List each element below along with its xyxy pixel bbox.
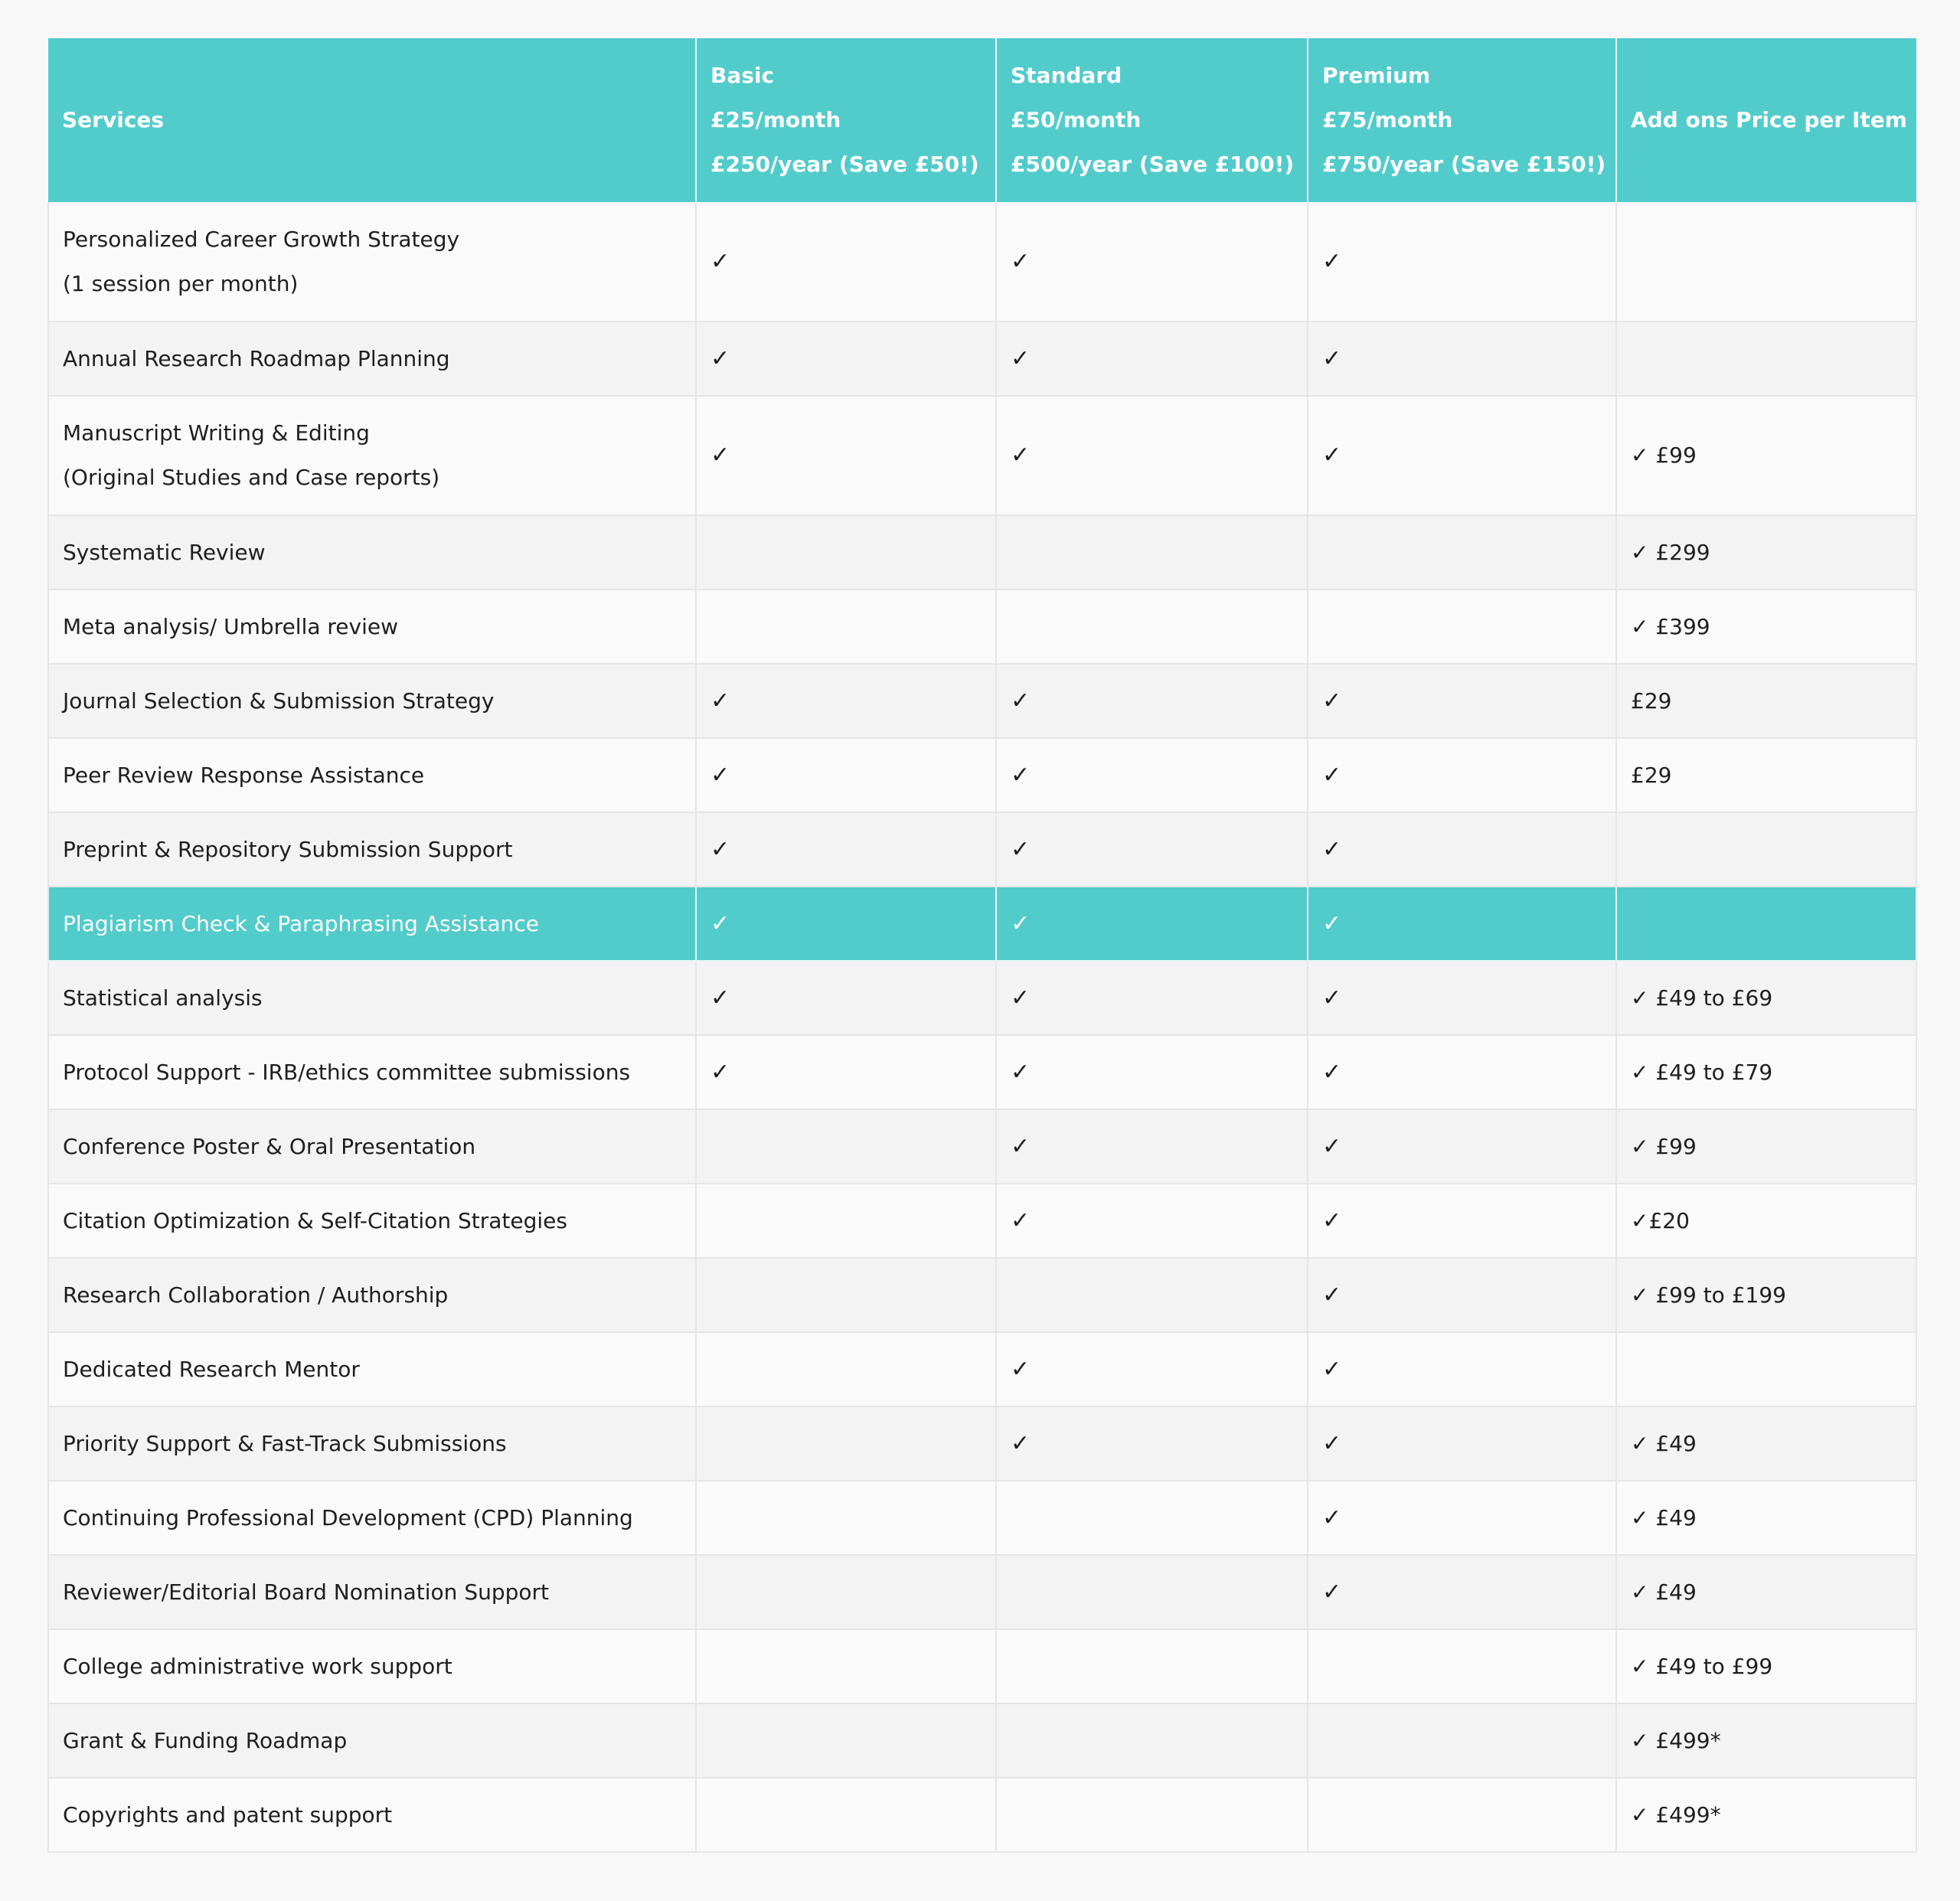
addon-price: ✓ £99 (1631, 443, 1697, 468)
addons-header-line: Add ons Price per Item (1631, 107, 1907, 132)
basic-cell (696, 396, 996, 515)
service-name: Conference Poster & Oral Presentation (63, 1133, 476, 1159)
service-name-cell (48, 1109, 696, 1184)
addon-price: ✓ £49 to £79 (1631, 1059, 1773, 1085)
check-mark-icon: ✓ (1322, 345, 1342, 372)
table-row (48, 590, 1916, 664)
service-name: College administrative work support (63, 1653, 452, 1679)
table-row (48, 1778, 1916, 1852)
addon-price: ✓ £99 to £199 (1631, 1282, 1786, 1308)
pricing-comparison-table (47, 38, 1917, 1853)
premium-cell (1308, 396, 1616, 515)
standard-plan-header-line: £500/year (Save £100!) (1011, 152, 1295, 177)
service-name: Personalized Career Growth Strategy (63, 226, 460, 252)
addon-price-cell (1616, 1703, 1916, 1778)
standard-cell (996, 1629, 1308, 1703)
basic-cell (696, 322, 996, 396)
check-mark-icon: ✓ (1322, 1281, 1342, 1308)
basic-plan-header-line: £250/year (Save £50!) (710, 152, 979, 177)
addon-price-cell (1616, 664, 1916, 738)
table-row (48, 1035, 1916, 1109)
service-name: Plagiarism Check & Paraphrasing Assistance (63, 910, 539, 936)
check-mark-icon: ✓ (1322, 835, 1342, 863)
premium-cell (1308, 202, 1616, 322)
check-mark-icon: ✓ (1322, 1207, 1342, 1234)
service-name-cell (48, 202, 696, 322)
table-row (48, 664, 1916, 738)
addon-price-cell (1616, 1184, 1916, 1258)
check-mark-icon: ✓ (1322, 1132, 1342, 1160)
basic-cell (696, 738, 996, 812)
service-name-cell (48, 1406, 696, 1481)
premium-plan-header-line: Premium (1322, 63, 1431, 88)
service-name-cell (48, 1258, 696, 1332)
service-name: Protocol Support - IRB/ethics committee submissions (63, 1059, 631, 1085)
check-mark-icon: ✓ (710, 910, 730, 937)
check-mark-icon: ✓ (1011, 984, 1031, 1011)
table-header (48, 38, 1916, 202)
check-mark-icon: ✓ (1322, 1578, 1342, 1605)
standard-cell (996, 1258, 1308, 1332)
basic-cell (696, 1778, 996, 1852)
standard-cell (996, 322, 1308, 396)
check-mark-icon: ✓ (710, 761, 730, 789)
table-row (48, 1555, 1916, 1629)
premium-cell (1308, 1481, 1616, 1555)
service-name: Priority Support & Fast-Track Submissions (63, 1430, 507, 1456)
addon-price-cell (1616, 1332, 1916, 1406)
table-row (48, 1184, 1916, 1258)
standard-cell (996, 396, 1308, 515)
basic-cell (696, 1184, 996, 1258)
addon-price-cell (1616, 1258, 1916, 1332)
standard-cell (996, 1481, 1308, 1555)
service-name: Statistical analysis (63, 985, 263, 1011)
check-mark-icon: ✓ (1011, 247, 1031, 275)
addons-header (1616, 38, 1916, 202)
basic-cell (696, 812, 996, 887)
check-mark-icon: ✓ (710, 345, 730, 372)
addon-price-cell (1616, 202, 1916, 322)
service-name: Grant & Funding Roadmap (63, 1727, 348, 1753)
service-name-cell (48, 590, 696, 664)
table-row (48, 202, 1916, 322)
check-mark-icon: ✓ (1011, 910, 1031, 937)
pricing-table-container (47, 38, 1916, 1853)
addon-price: ✓ £49 (1631, 1579, 1697, 1605)
premium-plan-header-line: £750/year (Save £150!) (1322, 152, 1606, 177)
table-row (48, 515, 1916, 590)
header-row (48, 38, 1916, 202)
check-mark-icon: ✓ (1011, 835, 1031, 863)
premium-cell (1308, 1778, 1616, 1852)
addon-price-cell (1616, 590, 1916, 664)
basic-plan-header-line: £25/month (710, 107, 841, 132)
addon-price: ✓ £49 (1631, 1504, 1697, 1530)
basic-cell (696, 590, 996, 664)
basic-cell (696, 887, 996, 961)
table-row (48, 1332, 1916, 1406)
check-mark-icon: ✓ (1322, 1504, 1342, 1531)
check-mark-icon: ✓ (710, 835, 730, 863)
basic-cell (696, 515, 996, 590)
service-name-cell (48, 1184, 696, 1258)
check-mark-icon: ✓ (1011, 687, 1031, 714)
check-mark-icon: ✓ (1322, 761, 1342, 789)
standard-cell (996, 515, 1308, 590)
check-mark-icon: ✓ (1322, 687, 1342, 714)
standard-cell (996, 1035, 1308, 1109)
addon-price: ✓ £499* (1631, 1727, 1721, 1753)
check-mark-icon: ✓ (1011, 1058, 1031, 1086)
addon-price: ✓ £299 (1631, 539, 1710, 565)
service-name: Systematic Review (63, 539, 266, 565)
check-mark-icon: ✓ (1011, 1429, 1031, 1457)
check-mark-icon: ✓ (710, 247, 730, 275)
check-mark-icon: ✓ (1011, 1207, 1031, 1234)
premium-cell (1308, 1332, 1616, 1406)
check-mark-icon: ✓ (1322, 1355, 1342, 1383)
check-mark-icon: ✓ (1011, 761, 1031, 789)
standard-cell (996, 1109, 1308, 1184)
basic-cell (696, 961, 996, 1035)
service-name-cell (48, 1778, 696, 1852)
standard-plan-header-line: £50/month (1011, 107, 1142, 132)
addon-price: £29 (1631, 688, 1672, 714)
service-name: Annual Research Roadmap Planning (63, 345, 450, 371)
premium-plan-header-line: £75/month (1322, 107, 1453, 132)
service-name: Preprint & Repository Submission Support (63, 836, 513, 862)
basic-cell (696, 1406, 996, 1481)
service-name-cell (48, 515, 696, 590)
basic-cell (696, 1332, 996, 1406)
addon-price-cell (1616, 515, 1916, 590)
addon-price: ✓ £49 to £99 (1631, 1653, 1773, 1679)
premium-cell (1308, 961, 1616, 1035)
service-name: Reviewer/Editorial Board Nomination Support (63, 1579, 550, 1605)
premium-cell (1308, 1406, 1616, 1481)
addon-price: ✓ £49 to £69 (1631, 985, 1773, 1011)
premium-cell (1308, 664, 1616, 738)
premium-cell (1308, 322, 1616, 396)
table-row (48, 1406, 1916, 1481)
service-name-cell (48, 738, 696, 812)
standard-cell (996, 887, 1308, 961)
standard-cell (996, 1332, 1308, 1406)
addon-price-cell (1616, 396, 1916, 515)
service-name: Peer Review Response Assistance (63, 762, 425, 788)
service-name-cell (48, 664, 696, 738)
check-mark-icon: ✓ (710, 1058, 730, 1086)
service-name-cell (48, 1332, 696, 1406)
addon-price-cell (1616, 812, 1916, 887)
check-mark-icon: ✓ (710, 984, 730, 1011)
premium-cell (1308, 1555, 1616, 1629)
basic-cell (696, 1258, 996, 1332)
service-name: (Original Studies and Case reports) (63, 465, 440, 490)
addon-price: ✓ £499* (1631, 1801, 1721, 1828)
check-mark-icon: ✓ (1322, 247, 1342, 275)
addon-price-cell (1616, 961, 1916, 1035)
standard-plan-header-line: Standard (1011, 63, 1122, 88)
standard-cell (996, 202, 1308, 322)
check-mark-icon: ✓ (1011, 1132, 1031, 1160)
standard-cell (996, 738, 1308, 812)
service-name: Manuscript Writing & Editing (63, 420, 370, 446)
table-row (48, 1258, 1916, 1332)
service-name-cell (48, 1481, 696, 1555)
premium-cell (1308, 590, 1616, 664)
addon-price: ✓ £399 (1631, 613, 1710, 639)
basic-cell (696, 1109, 996, 1184)
addon-price-cell (1616, 1035, 1916, 1109)
table-row (48, 961, 1916, 1035)
service-name: Journal Selection & Submission Strategy (63, 688, 495, 714)
table-row (48, 1629, 1916, 1703)
check-mark-icon: ✓ (1322, 1058, 1342, 1086)
standard-cell (996, 1555, 1308, 1629)
basic-cell (696, 1703, 996, 1778)
check-mark-icon: ✓ (1322, 1429, 1342, 1457)
services-header-line: Services (62, 107, 165, 132)
table-row (48, 1481, 1916, 1555)
service-name-cell (48, 887, 696, 961)
service-name-cell (48, 396, 696, 515)
addon-price: ✓ £49 (1631, 1430, 1697, 1456)
service-name: Meta analysis/ Umbrella review (63, 613, 399, 639)
service-name: Citation Optimization & Self-Citation Strategies (63, 1207, 567, 1233)
service-name-cell (48, 812, 696, 887)
addon-price: ✓ £99 (1631, 1133, 1697, 1159)
table-row (48, 1703, 1916, 1778)
premium-cell (1308, 1109, 1616, 1184)
service-name: Copyrights and patent support (63, 1801, 393, 1828)
service-name-cell (48, 961, 696, 1035)
basic-cell (696, 1629, 996, 1703)
service-name: Continuing Professional Development (CPD) Planning (63, 1504, 633, 1530)
check-mark-icon: ✓ (1011, 442, 1031, 469)
service-name-cell (48, 1703, 696, 1778)
standard-cell (996, 1778, 1308, 1852)
premium-plan-header (1308, 38, 1616, 202)
table-row (48, 887, 1916, 961)
table-row (48, 812, 1916, 887)
addon-price-cell (1616, 1481, 1916, 1555)
check-mark-icon: ✓ (1322, 442, 1342, 469)
basic-cell (696, 1481, 996, 1555)
addon-price-cell (1616, 1778, 1916, 1852)
standard-cell (996, 1406, 1308, 1481)
premium-cell (1308, 515, 1616, 590)
standard-cell (996, 590, 1308, 664)
addon-price-cell (1616, 322, 1916, 396)
basic-cell (696, 1035, 996, 1109)
table-row (48, 322, 1916, 396)
check-mark-icon: ✓ (1011, 345, 1031, 372)
standard-cell (996, 961, 1308, 1035)
premium-cell (1308, 1258, 1616, 1332)
check-mark-icon: ✓ (1322, 984, 1342, 1011)
service-name: (1 session per month) (63, 270, 299, 296)
table-row (48, 738, 1916, 812)
premium-cell (1308, 887, 1616, 961)
standard-cell (996, 1703, 1308, 1778)
addon-price-cell (1616, 1406, 1916, 1481)
addon-price-cell (1616, 1629, 1916, 1703)
addon-price-cell (1616, 1109, 1916, 1184)
service-name: Dedicated Research Mentor (63, 1356, 360, 1382)
standard-cell (996, 1184, 1308, 1258)
table-row (48, 1109, 1916, 1184)
service-name: Research Collaboration / Authorship (63, 1282, 449, 1308)
addon-price-cell (1616, 887, 1916, 961)
addon-price: £29 (1631, 762, 1672, 788)
check-mark-icon: ✓ (710, 687, 730, 714)
service-name-cell (48, 322, 696, 396)
basic-plan-header (696, 38, 996, 202)
service-name-cell (48, 1555, 696, 1629)
addon-price-cell (1616, 1555, 1916, 1629)
basic-plan-header-line: Basic (710, 63, 775, 88)
premium-cell (1308, 1703, 1616, 1778)
table-body (48, 202, 1916, 1852)
check-mark-icon: ✓ (710, 442, 730, 469)
check-mark-icon: ✓ (1011, 1355, 1031, 1383)
basic-cell (696, 202, 996, 322)
basic-cell (696, 664, 996, 738)
basic-cell (696, 1555, 996, 1629)
services-header (48, 38, 696, 202)
check-mark-icon: ✓ (1322, 910, 1342, 937)
premium-cell (1308, 1035, 1616, 1109)
addon-price: ✓£20 (1631, 1207, 1690, 1233)
standard-cell (996, 664, 1308, 738)
service-name-cell (48, 1629, 696, 1703)
standard-plan-header (996, 38, 1308, 202)
service-name-cell (48, 1035, 696, 1109)
table-row (48, 396, 1916, 515)
addon-price-cell (1616, 738, 1916, 812)
premium-cell (1308, 1184, 1616, 1258)
premium-cell (1308, 812, 1616, 887)
standard-cell (996, 812, 1308, 887)
premium-cell (1308, 1629, 1616, 1703)
premium-cell (1308, 738, 1616, 812)
